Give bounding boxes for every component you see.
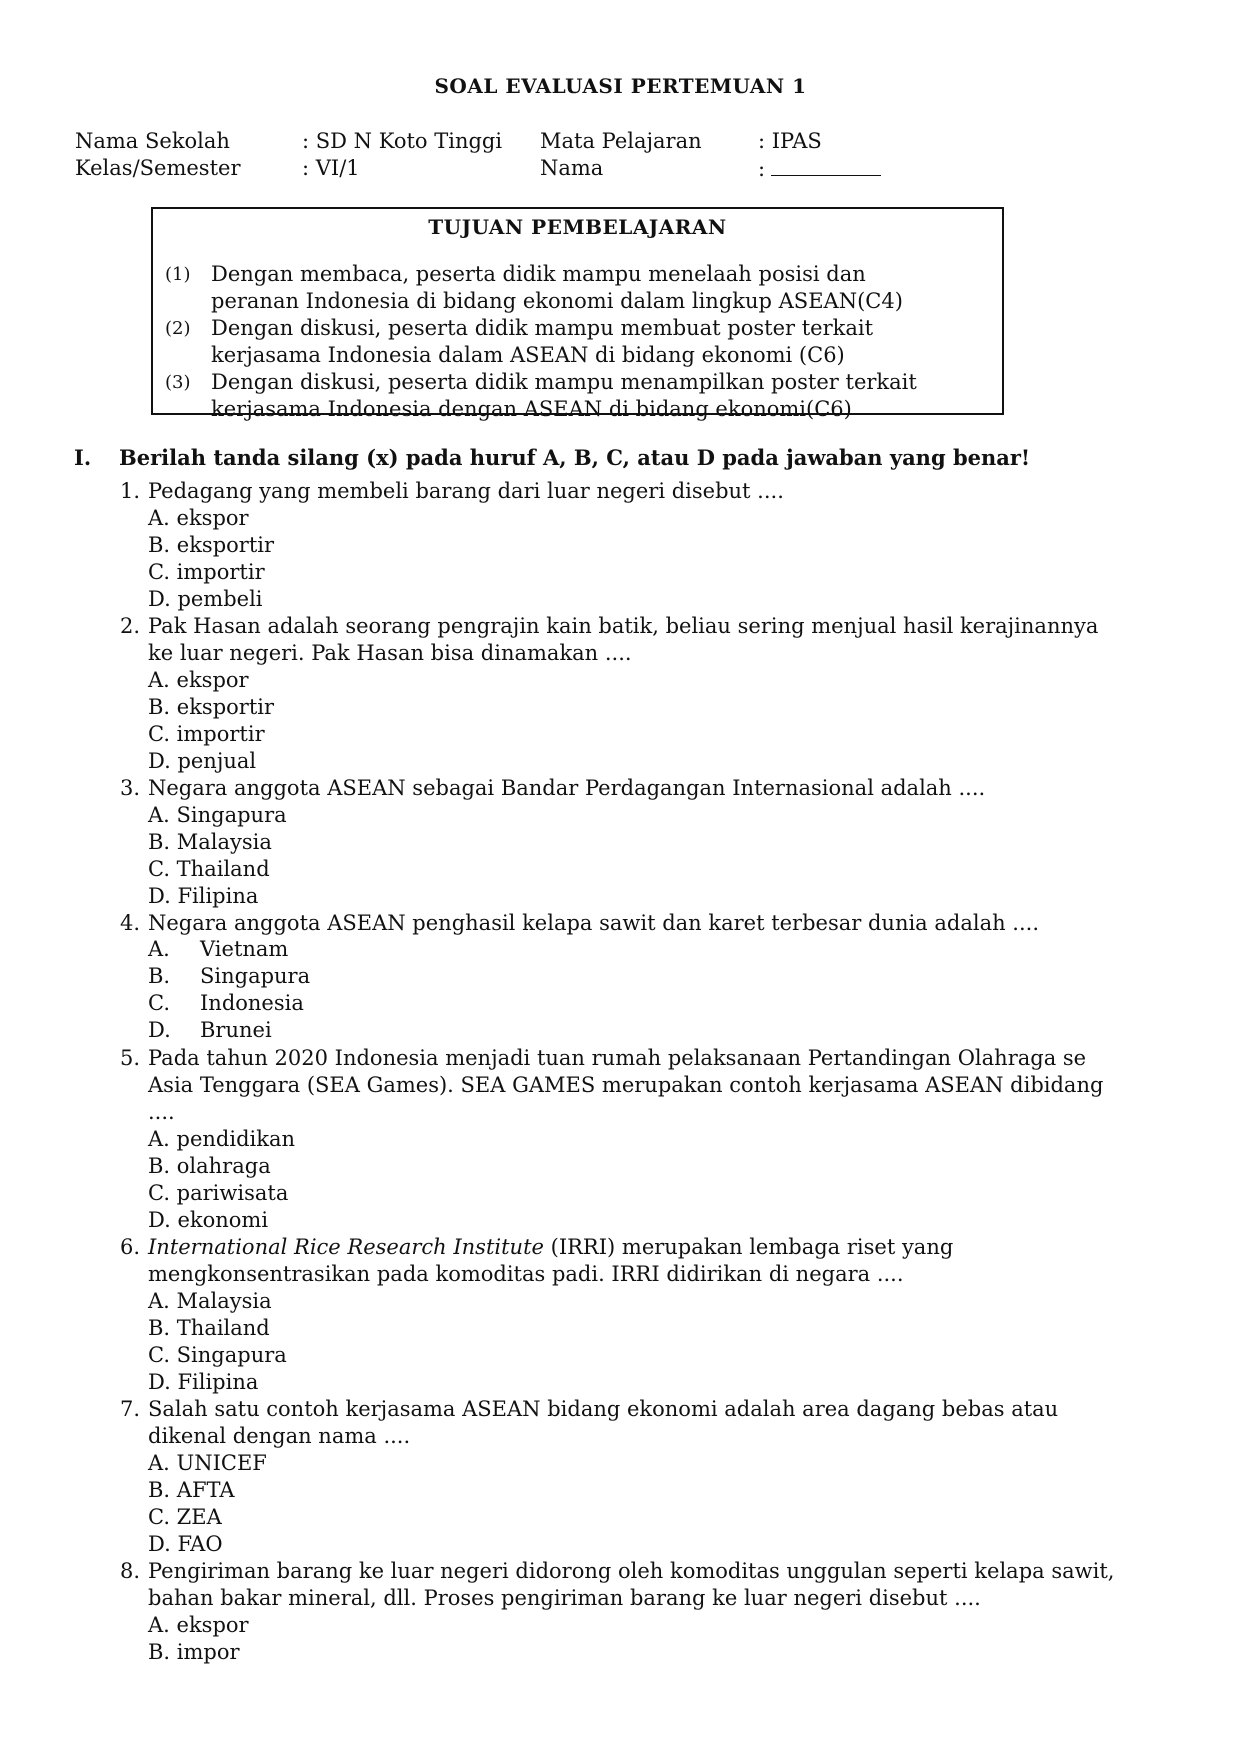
answer-option[interactable]: D. Filipina	[148, 884, 259, 908]
school-value: : SD N Koto Tinggi	[302, 129, 503, 153]
goal-number: (1)	[165, 264, 191, 285]
answer-option[interactable]: C. Thailand	[148, 857, 270, 881]
answer-option[interactable]: B. impor	[148, 1640, 240, 1664]
goal-text-line: Dengan diskusi, peserta didik mampu membuat poster terkait	[211, 316, 874, 340]
answer-option[interactable]: A. ekspor	[148, 506, 249, 530]
option-letter: C.	[148, 991, 170, 1015]
class-value: : VI/1	[302, 156, 360, 180]
answer-option[interactable]: B. olahraga	[148, 1154, 271, 1178]
question-text-line: ....	[148, 1100, 175, 1124]
answer-option[interactable]: B. eksportir	[148, 695, 275, 719]
option-text: Indonesia	[200, 991, 304, 1015]
instruction-text: Berilah tanda silang (x) pada huruf A, B, C, atau D pada jawaban yang benar!	[119, 445, 1031, 470]
subject-value: : IPAS	[758, 129, 822, 153]
question-text-line: Pengiriman barang ke luar negeri didorong oleh komoditas unggulan seperti kelapa sawit,	[148, 1559, 1115, 1583]
option-text: Vietnam	[200, 937, 289, 961]
option-letter: A.	[148, 937, 170, 961]
goal-text-line: peranan Indonesia di bidang ekonomi dalam lingkup ASEAN(C4)	[211, 289, 903, 313]
question-text-line: Pak Hasan adalah seorang pengrajin kain batik, beliau sering menjual hasil kerajinannya	[148, 614, 1099, 638]
answer-option[interactable]: C. importir	[148, 560, 265, 584]
learning-goals-box	[151, 207, 1004, 421]
question-text-line: ke luar negeri. Pak Hasan bisa dinamakan ....	[148, 641, 632, 665]
answer-option[interactable]: D. pembeli	[148, 587, 263, 611]
answer-option[interactable]: A. ekspor	[148, 668, 249, 692]
question-text-line: Pada tahun 2020 Indonesia menjadi tuan rumah pelaksanaan Pertandingan Olahraga se	[148, 1046, 1087, 1070]
question-text-line: mengkonsentrasikan pada komoditas padi. IRRI didirikan di negara ....	[148, 1262, 904, 1286]
answer-option[interactable]: A. Singapura	[148, 803, 287, 827]
answer-option[interactable]: B. Malaysia	[148, 830, 272, 854]
question-number: 8.	[120, 1559, 141, 1583]
answer-option[interactable]: D. ekonomi	[148, 1208, 269, 1232]
answer-option[interactable]: C. Singapura	[148, 1343, 287, 1367]
goal-number: (3)	[165, 372, 191, 393]
question-text-line: Salah satu contoh kerjasama ASEAN bidang ekonomi adalah area dagang bebas atau	[148, 1397, 1059, 1421]
page-title: SOAL EVALUASI PERTEMUAN 1	[434, 74, 807, 98]
question-number: 2.	[120, 614, 141, 638]
name-field[interactable]	[758, 155, 881, 183]
question-text-line: dikenal dengan nama ....	[148, 1424, 411, 1448]
answer-option[interactable]: C. ZEA	[148, 1505, 222, 1529]
question-text-line: Pedagang yang membeli barang dari luar negeri disebut ....	[148, 479, 784, 503]
name-blank-line	[771, 155, 881, 176]
class-label: Kelas/Semester	[75, 156, 241, 180]
question-italic-term: International Rice Research Institute	[148, 1235, 544, 1259]
question-text-line: International Rice Research Institute (IRRI) merupakan lembaga riset yang	[148, 1235, 954, 1259]
question-text-line: Negara anggota ASEAN sebagai Bandar Perdagangan Internasional adalah ....	[148, 776, 986, 800]
answer-option[interactable]: A. pendidikan	[148, 1127, 295, 1151]
question-number: 4.	[120, 911, 141, 935]
question-number: 5.	[120, 1046, 141, 1070]
name-label: Nama	[540, 156, 604, 180]
goal-text-line: kerjasama Indonesia dengan ASEAN di bidang ekonomi(C6)	[211, 397, 852, 421]
goal-text-line: Dengan membaca, peserta didik mampu menelaah posisi dan	[211, 262, 866, 286]
answer-option[interactable]: C. importir	[148, 722, 265, 746]
answer-option[interactable]: B. eksportir	[148, 533, 275, 557]
name-colon: :	[758, 157, 766, 181]
answer-option[interactable]: D. FAO	[148, 1532, 223, 1556]
goal-number: (2)	[165, 318, 191, 339]
school-label: Nama Sekolah	[75, 129, 230, 153]
goal-text-line: kerjasama Indonesia dalam ASEAN di bidang ekonomi (C6)	[211, 343, 845, 367]
answer-option[interactable]: B. Thailand	[148, 1316, 270, 1340]
question-number: 3.	[120, 776, 141, 800]
goal-text-line: Dengan diskusi, peserta didik mampu menampilkan poster terkait	[211, 370, 917, 394]
option-text: Singapura	[200, 964, 311, 988]
question-number: 1.	[120, 479, 141, 503]
question-text-line: Negara anggota ASEAN penghasil kelapa sawit dan karet terbesar dunia adalah ....	[148, 911, 1040, 935]
section-roman-numeral: I.	[74, 445, 92, 470]
option-letter: B.	[148, 964, 171, 988]
goals-title: TUJUAN PEMBELAJARAN	[428, 215, 727, 239]
question-text-line: bahan bakar mineral, dll. Proses pengiriman barang ke luar negeri disebut ....	[148, 1586, 981, 1610]
option-letter: D.	[148, 1018, 171, 1042]
option-text: Brunei	[200, 1018, 272, 1042]
subject-label: Mata Pelajaran	[540, 129, 702, 153]
question-number: 6.	[120, 1235, 141, 1259]
answer-option[interactable]: C. pariwisata	[148, 1181, 289, 1205]
question-number: 7.	[120, 1397, 141, 1421]
answer-option[interactable]: A. UNICEF	[148, 1451, 267, 1475]
answer-option[interactable]: A. Malaysia	[148, 1289, 272, 1313]
answer-option[interactable]: A. ekspor	[148, 1613, 249, 1637]
answer-option[interactable]: D. Filipina	[148, 1370, 259, 1394]
question-text-line: Asia Tenggara (SEA Games). SEA GAMES merupakan contoh kerjasama ASEAN dibidang	[148, 1073, 1104, 1097]
answer-option[interactable]: B. AFTA	[148, 1478, 235, 1502]
answer-option[interactable]: D. penjual	[148, 749, 257, 773]
